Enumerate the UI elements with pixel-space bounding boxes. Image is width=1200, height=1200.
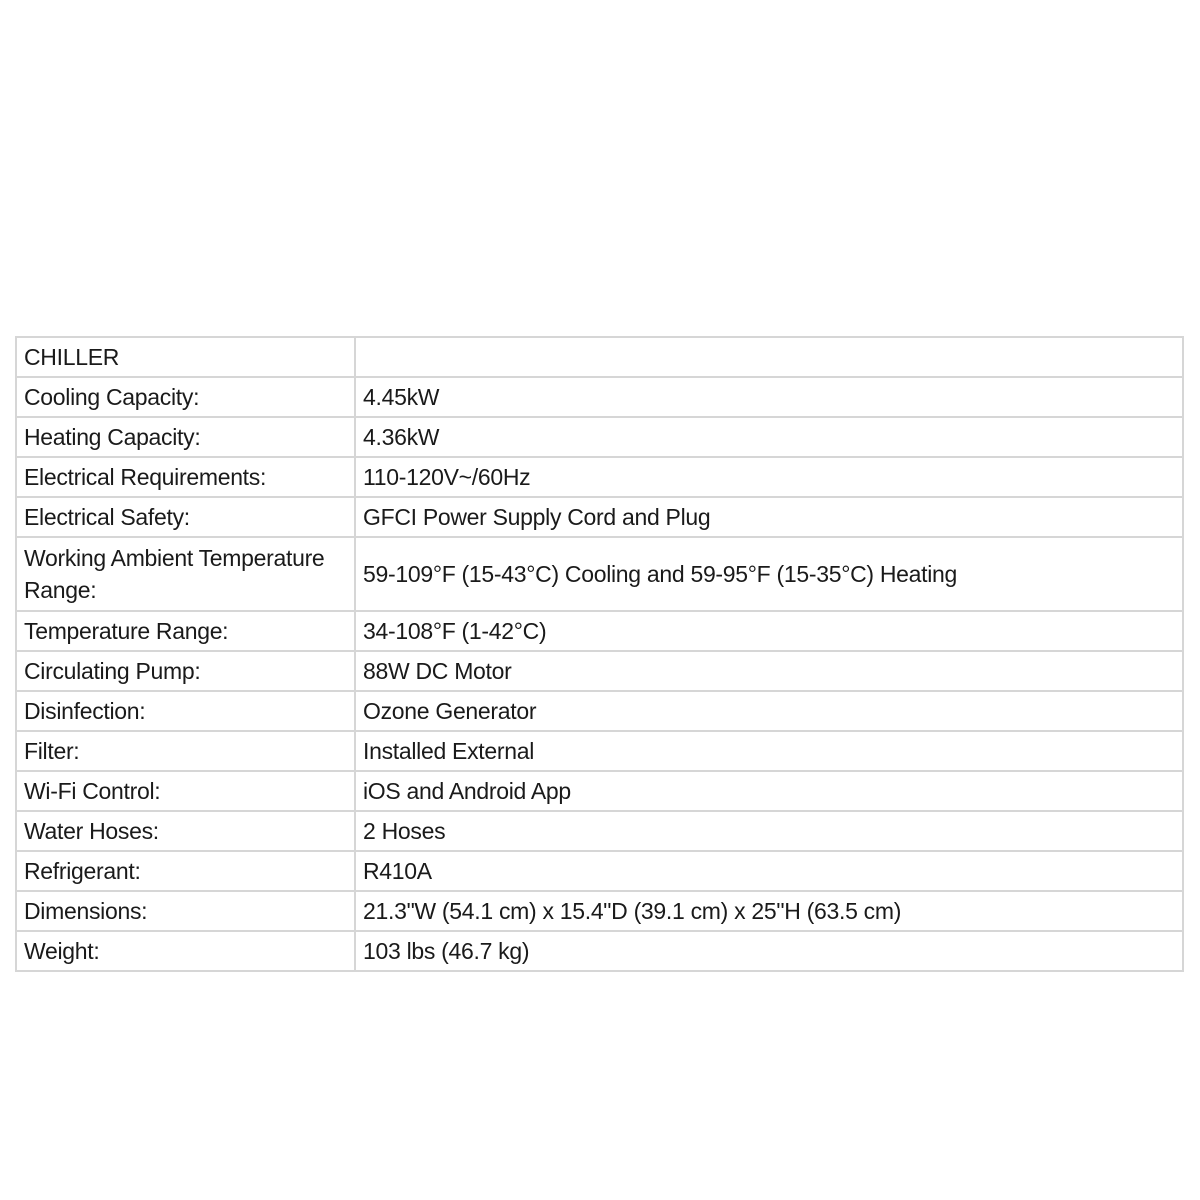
table-row: [16, 891, 1183, 931]
table-row: [16, 537, 1183, 611]
table-row: [16, 377, 1183, 417]
spec-value: iOS and Android App: [355, 771, 1183, 811]
table-row: [16, 497, 1183, 537]
spec-value: R410A: [355, 851, 1183, 891]
spec-label: Temperature Range:: [16, 611, 355, 651]
table-row: [16, 417, 1183, 457]
spec-label: Circulating Pump:: [16, 651, 355, 691]
table-row: [16, 931, 1183, 971]
spec-value: 4.36kW: [355, 417, 1183, 457]
spec-value: 4.45kW: [355, 377, 1183, 417]
spec-label: Cooling Capacity:: [16, 377, 355, 417]
table-title: CHILLER: [16, 337, 355, 377]
spec-value: 88W DC Motor: [355, 651, 1183, 691]
spec-label: Electrical Requirements:: [16, 457, 355, 497]
spec-value: 2 Hoses: [355, 811, 1183, 851]
table-row: [16, 851, 1183, 891]
spec-label: Refrigerant:: [16, 851, 355, 891]
spec-label: Filter:: [16, 731, 355, 771]
spec-value: GFCI Power Supply Cord and Plug: [355, 497, 1183, 537]
spec-label: Water Hoses:: [16, 811, 355, 851]
spec-label: Electrical Safety:: [16, 497, 355, 537]
table-row: [16, 611, 1183, 651]
table-header-row: [16, 337, 1183, 377]
spec-value: 34-108°F (1-42°C): [355, 611, 1183, 651]
spec-value: 103 lbs (46.7 kg): [355, 931, 1183, 971]
spec-label: Disinfection:: [16, 691, 355, 731]
table-row: [16, 771, 1183, 811]
spec-table: [15, 336, 1184, 972]
spec-label: Weight:: [16, 931, 355, 971]
table-row: [16, 691, 1183, 731]
spec-value: 21.3"W (54.1 cm) x 15.4"D (39.1 cm) x 25"H (63.5 cm): [355, 891, 1183, 931]
table-row: [16, 811, 1183, 851]
table-title-value: [355, 337, 1183, 377]
table-row: [16, 731, 1183, 771]
spec-value: 59-109°F (15-43°C) Cooling and 59-95°F (15-35°C) Heating: [355, 537, 1183, 611]
spec-label: Working Ambient Temperature Range:: [16, 537, 355, 611]
table-row: [16, 457, 1183, 497]
spec-label: Dimensions:: [16, 891, 355, 931]
spec-value: Installed External: [355, 731, 1183, 771]
spec-label: Heating Capacity:: [16, 417, 355, 457]
spec-label: Wi-Fi Control:: [16, 771, 355, 811]
spec-value: 110-120V~/60Hz: [355, 457, 1183, 497]
table-row: [16, 651, 1183, 691]
spec-value: Ozone Generator: [355, 691, 1183, 731]
